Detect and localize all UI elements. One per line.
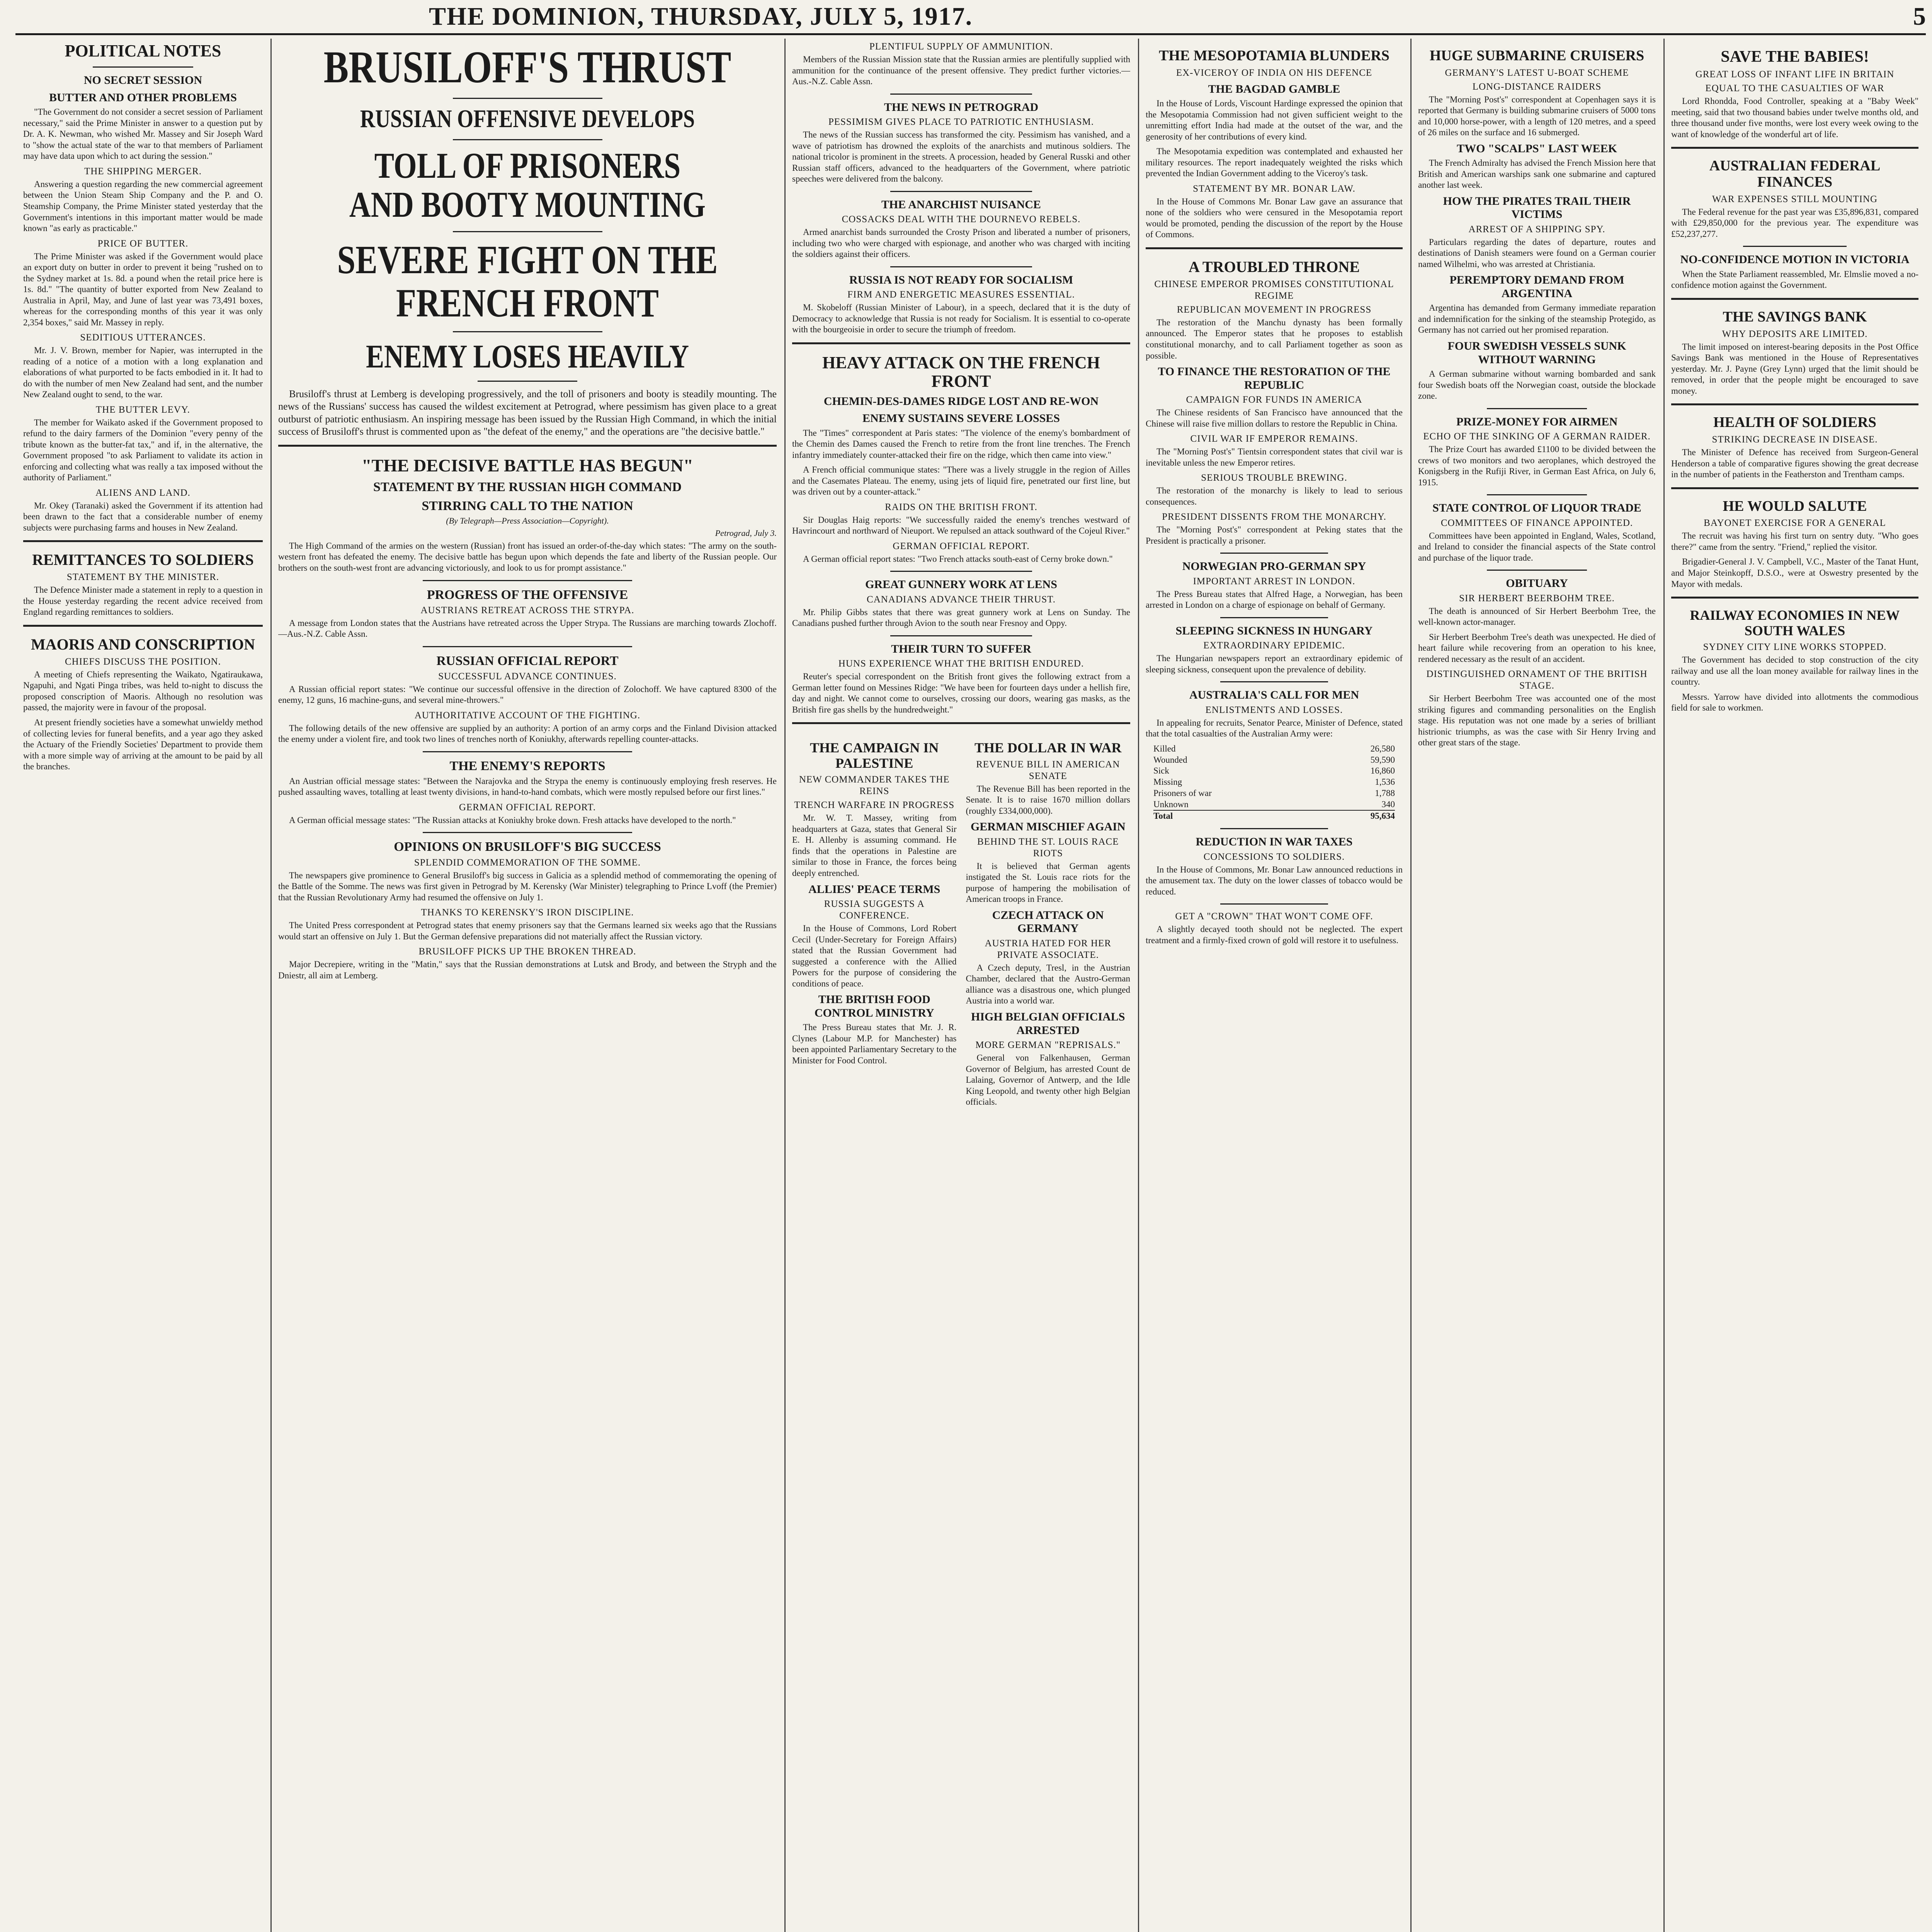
- sub-heading: ALIENS AND LAND.: [95, 487, 190, 498]
- section-heading: POLITICAL NOTES: [65, 41, 221, 60]
- sub-heading: NEW COMMANDER TAKES THE REINS: [799, 774, 950, 797]
- article-paragraph: The Federal revenue for the past year was £35,896,831, compared with £29,850,000 for the previous year. The expenditure was £52,237,277.: [1671, 207, 1918, 239]
- divider: [478, 381, 577, 382]
- article-paragraph: The Chinese residents of San Francisco have announced that the Chinese will raise five million dollars to restore the Republic in China.: [1146, 408, 1403, 429]
- article-paragraph: When the State Parliament reassembled, Mr. Elmslie moved a no-confidence motion against the Government.: [1671, 269, 1918, 290]
- headline: ENEMY LOSES HEAVILY: [366, 338, 689, 375]
- sub-heading: OPINIONS ON BRUSILOFF'S BIG SUCCESS: [394, 840, 661, 854]
- sub-heading: PROGRESS OF THE OFFENSIVE: [427, 587, 628, 602]
- headline: RAILWAY ECONOMIES IN NEW SOUTH WALES: [1690, 607, 1900, 638]
- divider: [890, 266, 1032, 267]
- divider: [423, 751, 632, 752]
- sub-heading: GERMAN OFFICIAL REPORT.: [459, 802, 596, 813]
- article-paragraph: The member for Waikato asked if the Government proposed to refund to the dairy farmers of the Dominion "every penny of the tribute known as the butter-fat tax," and if, in the alternative, the Government proposed "to ask Parliament to validate its action in enforcing and collecting what was really a tax imposed without the authority of Parliament.": [23, 417, 263, 483]
- sub-heading: ARREST OF A SHIPPING SPY.: [1468, 224, 1605, 235]
- article-paragraph: In the House of Commons, Mr. Bonar Law announced reductions in the amusement tax. The duty on the lower classes of tobacco would be reduced.: [1146, 864, 1403, 896]
- sub-heading: THE SHIPPING MERGER.: [84, 166, 202, 177]
- sub-heading: IMPORTANT ARREST IN LONDON.: [1193, 576, 1355, 587]
- sub-heading: GERMAN MISCHIEF AGAIN: [970, 820, 1126, 833]
- sub-heading: COSSACKS DEAL WITH THE DOURNEVO REBELS.: [842, 214, 1081, 225]
- column-save-babies: [1671, 39, 1918, 1932]
- article-paragraph: In the House of Commons, Lord Robert Cecil (Under-Secretary for Foreign Affairs) stated that the Russian Government had suggested a conference with the Allied Powers for the purpose of considering the conditions of peace.: [792, 923, 957, 988]
- divider: [1487, 494, 1587, 495]
- divider: [1671, 298, 1918, 300]
- divider: [792, 722, 1130, 724]
- sub-heading: RAIDS ON THE BRITISH FRONT.: [885, 502, 1037, 512]
- article-paragraph: In the House of Commons Mr. Bonar Law gave an assurance that none of the soldiers who were censured in the Mesopotamia report would be promoted, pending the discussion of the report by the House of Commons.: [1146, 196, 1403, 240]
- column-war-news: [792, 39, 1130, 1932]
- sub-heading: ALLIES' PEACE TERMS: [808, 883, 940, 896]
- article-paragraph: The "Morning Post's" Tientsin correspondent states that civil war is inevitable unless the new Emperor retires.: [1146, 447, 1403, 468]
- headline: A TROUBLED THRONE: [1188, 258, 1360, 276]
- divider: [1220, 553, 1328, 554]
- divider: [1220, 681, 1328, 682]
- article-paragraph: Mr. W. T. Massey, writing from headquarters at Gaza, states that General Sir E. H. Allenby is assuming command. He finds that the operations in Palestine are similar to those in France, the forces being deeply entrenched.: [792, 813, 957, 878]
- sub-heading: NO SECRET SESSION: [83, 74, 202, 87]
- sub-heading: COMMITTEES OF FINANCE APPOINTED.: [1440, 517, 1633, 528]
- article-paragraph: The Hungarian newspapers report an extraordinary epidemic of sleeping sickness, consequent upon the prevalence of debility.: [1146, 653, 1403, 674]
- article-paragraph: The Mesopotamia expedition was contemplated and exhausted her military resources. The report inadequately weighted the risks which prevented the Indian Government adding to the Viceroy's task.: [1146, 146, 1403, 179]
- article-paragraph: In appealing for recruits, Senator Pearce, Minister of Defence, stated that the total casualties of the Australian Army were:: [1146, 718, 1403, 739]
- article-paragraph: Sir Douglas Haig reports: "We successfully raided the enemy's trenches westward of Havrincourt and northward of Nieuport. We repulsed an attack southward of the Cojeul River.": [792, 515, 1130, 536]
- subcolumn-left: [792, 731, 957, 1111]
- article-paragraph: A Russian official report states: "We continue our successful offensive in the direction of Zolochoff. We have captured 8300 of the enemy, 12 guns, 16 machine-guns, and several mine-throwers.": [278, 684, 777, 705]
- sub-heading: THE BRITISH FOOD CONTROL MINISTRY: [814, 993, 934, 1019]
- sub-heading: REDUCTION IN WAR TAXES: [1196, 835, 1353, 848]
- sub-heading: AUSTRIANS RETREAT ACROSS THE STRYPA.: [420, 605, 634, 616]
- divider: [423, 646, 632, 647]
- sub-heading: FOUR SWEDISH VESSELS SUNK WITHOUT WARNING: [1447, 340, 1626, 366]
- sub-heading: SEDITIOUS UTTERANCES.: [80, 332, 206, 343]
- column-divider: [1410, 39, 1412, 1932]
- divider: [23, 625, 263, 627]
- column-mesopotamia: [1146, 39, 1403, 1932]
- divider: [890, 94, 1032, 95]
- article-paragraph: A German official report states: "Two French attacks south-east of Cerny broke down.": [803, 554, 1113, 564]
- column-divider: [784, 39, 786, 1932]
- sub-heading: HIGH BELGIAN OFFICIALS ARRESTED: [971, 1010, 1125, 1037]
- article-paragraph: The death is announced of Sir Herbert Beerbohm Tree, the well-known actor-manager.: [1418, 606, 1656, 627]
- sub-heading: SIR HERBERT BEERBOHM TREE.: [1459, 593, 1615, 604]
- article-paragraph: The United Press correspondent at Petrograd states that enemy prisoners say that the Germans learned six weeks ago that the Russians would start an offensive on July 1. But the German defensive preparations did not materially affect the Russian victory.: [278, 920, 777, 941]
- advertisement-text: A slightly decayed tooth should not be neglected. The expert treatment and a firmly-fixed crown of gold will restore it to usefulness.: [1146, 924, 1403, 945]
- sub-heading: CAMPAIGN FOR FUNDS IN AMERICA: [1186, 395, 1362, 405]
- article-paragraph: Particulars regarding the dates of departure, routes and destinations of Danish steamers were found on a German courier named Wilhelmi, who was arrested at Christiania.: [1418, 237, 1656, 269]
- divider: [890, 571, 1032, 572]
- sub-heading: GET A "CROWN" THAT WON'T COME OFF.: [1175, 911, 1373, 922]
- table-row: Wounded 59,590: [1153, 755, 1395, 765]
- divider: [1220, 617, 1328, 618]
- sub-heading: CONCESSIONS TO SOLDIERS.: [1203, 851, 1345, 862]
- divider: [423, 580, 632, 581]
- article-paragraph: Major Decrepiere, writing in the "Matin," says that the Russian demonstrations at Lutsk and Brody, and between the Stryph and the Dniestr, all aim at Lemberg.: [278, 959, 777, 980]
- table-row: Killed 26,580: [1153, 743, 1395, 753]
- article-paragraph: The "Times" correspondent at Paris states: "The violence of the enemy's bombardment of the Chemin des Dames caused the French to retire from the front line trenches. The French infantry immediately counter-attacked their fire on the ridge, which then came into view.": [792, 428, 1130, 460]
- article-paragraph: The French Admiralty has advised the French Mission here that British and American warships sank one submarine and captured another last week.: [1418, 158, 1656, 190]
- article-paragraph: A message from London states that the Austrians have retreated across the Upper Strypa. The Russians are marching towards Zlochoff.—Aus.-N.Z. Cable Assn.: [278, 618, 777, 639]
- table-row: Sick 16,860: [1153, 766, 1395, 776]
- sub-heading: TRENCH WARFARE IN PROGRESS: [794, 800, 955, 811]
- divider: [93, 66, 193, 68]
- article-paragraph: The "Morning Post's" correspondent at Copenhagen says it is reported that Germany is building submarine cruisers of 5000 tons and 10,000 horse-power, with a length of 120 metres, and a speed of 26 miles on the surface and 16 submerged.: [1418, 94, 1656, 138]
- divider: [1743, 246, 1847, 247]
- sub-heading: THEIR TURN TO SUFFER: [891, 642, 1031, 655]
- divider: [890, 191, 1032, 192]
- byline: (By Telegraph—Press Association—Copyright).: [446, 515, 609, 526]
- headline: THE DOLLAR IN WAR: [975, 740, 1122, 756]
- sub-heading: AUSTRALIA'S CALL FOR MEN: [1189, 689, 1359, 702]
- sub-heading: SUCCESSFUL ADVANCE CONTINUES.: [438, 671, 617, 682]
- sub-heading: RUSSIA SUGGESTS A CONFERENCE.: [824, 899, 925, 921]
- divider: [453, 231, 602, 232]
- headline: SAVE THE BABIES!: [1721, 48, 1869, 66]
- sub-heading: THANKS TO KERENSKY'S IRON DISCIPLINE.: [421, 907, 634, 918]
- article-paragraph: The recruit was having his first turn on sentry duty. "Who goes there?" came from the sentry. "Friend," replied the visitor.: [1671, 531, 1918, 552]
- sub-heading: CHEMIN-DES-DAMES RIDGE LOST AND RE-WON: [823, 395, 1099, 408]
- sub-heading: SYDNEY CITY LINE WORKS STOPPED.: [1703, 642, 1887, 653]
- article-paragraph: Reuter's special correspondent on the British front gives the following extract from a German letter found on Messines Ridge: "We have been for fourteen days under a hellish fire, day and night. We cannot come to ourselves, crossing our doors, wearing gas masks, as the British fire gas shells by the hundredweight.": [792, 672, 1130, 714]
- sub-heading: TWO "SCALPS" LAST WEEK: [1457, 142, 1617, 155]
- article-paragraph: Lord Rhondda, Food Controller, speaking at a "Baby Week" meeting, said that two thousand babies under twelve months old, and three thousand under five months, were lost every week owing to the want of knowledge of the wonderful art of life.: [1671, 96, 1918, 139]
- sub-heading: NO-CONFIDENCE MOTION IN VICTORIA: [1680, 253, 1910, 266]
- divider: [1671, 403, 1918, 405]
- divider: [453, 98, 602, 99]
- sub-heading: WHY DEPOSITS ARE LIMITED.: [1722, 328, 1868, 339]
- sub-heading: NORWEGIAN PRO-GERMAN SPY: [1182, 560, 1366, 573]
- sub-heading: PESSIMISM GIVES PLACE TO PATRIOTIC ENTHUSIASM.: [828, 117, 1094, 128]
- sub-heading: PLENTIFUL SUPPLY OF AMMUNITION.: [869, 41, 1053, 52]
- sub-heading: GERMAN OFFICIAL REPORT.: [893, 541, 1030, 551]
- table-row: Prisoners of war 1,788: [1153, 788, 1395, 798]
- headline: REMITTANCES TO SOLDIERS: [32, 551, 254, 569]
- masthead: [15, 0, 1926, 31]
- article-paragraph: Armed anarchist bands surrounded the Crosty Prison and liberated a number of prisoners, including two who were charged with espionage, and another who was charged with inciting the soldiers against their officers.: [792, 227, 1130, 259]
- article-paragraph: The Defence Minister made a statement in reply to a question in the House yesterday regarding the recent advice received from England regarding remittances to soldiers.: [23, 585, 263, 617]
- sub-heading: RUSSIA IS NOT READY FOR SOCIALISM: [849, 273, 1073, 286]
- article-paragraph: A German official message states: "The Russian attacks at Koniukhy broke down. Fresh attacks have developed to the north.": [289, 815, 736, 825]
- sub-heading: ECHO OF THE SINKING OF A GERMAN RAIDER.: [1423, 431, 1651, 442]
- article-paragraph: Mr. J. V. Brown, member for Napier, was interrupted in the reading of a notice of a motion with a long explanation and elaborations of what purported to be facts embodied in it. It had to do with the number of men New Zealand had sent, and the number New Zealand ought to send, to the war.: [23, 345, 263, 400]
- divider: [1220, 903, 1328, 905]
- sub-heading: HOW THE PIRATES TRAIL THEIR VICTIMS: [1443, 194, 1631, 221]
- divider: [1671, 597, 1918, 599]
- sub-heading: SPLENDID COMMEMORATION OF THE SOMME.: [414, 857, 641, 868]
- subcolumn-right: [966, 731, 1131, 1111]
- table-row: Total 95,634: [1153, 810, 1395, 822]
- masthead-rule: [15, 33, 1926, 35]
- sub-heading: EX-VICEROY OF INDIA ON HIS DEFENCE: [1176, 67, 1372, 78]
- sub-heading: TO FINANCE THE RESTORATION OF THE REPUBLIC: [1158, 365, 1391, 391]
- sub-heading: STRIKING DECREASE IN DISEASE.: [1712, 434, 1878, 445]
- sub-heading: EQUAL TO THE CASUALTIES OF WAR: [1705, 83, 1884, 94]
- article-paragraph: The Government has decided to stop construction of the city railway and use all the loan money available for railway lines in the country.: [1671, 655, 1918, 687]
- sub-heading: PRESIDENT DISSENTS FROM THE MONARCHY.: [1162, 512, 1386, 522]
- sub-heading: THE BUTTER LEVY.: [96, 404, 190, 415]
- sub-heading: AUTHORITATIVE ACCOUNT OF THE FIGHTING.: [414, 710, 641, 721]
- sub-heading: BEHIND THE ST. LOUIS RACE RIOTS: [977, 836, 1119, 859]
- casualty-table: [1153, 743, 1395, 822]
- divider: [23, 540, 263, 542]
- newspaper-title: THE DOMINION, THURSDAY, JULY 5, 1917.: [429, 2, 973, 31]
- main-headline: BRUSILOFF'S THRUST: [323, 42, 731, 92]
- page-number: 5: [1913, 2, 1926, 31]
- article-paragraph: It is believed that German agents instigated the St. Louis race riots for the purpose of hampering the mobilisation of American troops in France.: [966, 861, 1130, 904]
- dateline: Petrograd, July 3.: [715, 528, 777, 538]
- column-divider: [1138, 39, 1139, 1932]
- article-paragraph: The Prime Minister was asked if the Government would place an export duty on butter in order to prevent it being "rushed on to the Sydney market at 1s. 8d. a pound when the retail price here is 1s. 8d." "The quantity of butter exported from New Zealand to Australia in April, May, and June of last year was 73,491 boxes, whereas for the corresponding months of this year it was only 2,354 boxes," said Mr. Massey in reply.: [23, 251, 263, 327]
- sub-heading: FIRM AND ENERGETIC MEASURES ESSENTIAL.: [847, 289, 1075, 300]
- divider: [1220, 828, 1328, 829]
- sub-heading: OBITUARY: [1506, 577, 1568, 590]
- article-paragraph: Brigadier-General J. V. Campbell, V.C., Master of the Tanat Hunt, and Major Steinkopff, D.S.O., were at Oswestry presented by the Mayor with medals.: [1671, 557, 1918, 589]
- divider: [1671, 487, 1918, 489]
- headline: THE MESOPOTAMIA BLUNDERS: [1159, 48, 1389, 64]
- sub-heading: RUSSIAN OFFICIAL REPORT: [436, 653, 619, 668]
- article-paragraph: Committees have been appointed in England, Wales, Scotland, and Ireland to consider the financial aspects of the State control and purchase of the liquor trade.: [1418, 531, 1656, 563]
- sub-heading: EXTRAORDINARY EPIDEMIC.: [1203, 640, 1345, 651]
- sub-heading: DISTINGUISHED ORNAMENT OF THE BRITISH STAGE.: [1426, 669, 1648, 691]
- sub-heading: CHINESE EMPEROR PROMISES CONSTITUTIONAL REGIME: [1154, 279, 1394, 301]
- sub-heading: PEREMPTORY DEMAND FROM ARGENTINA: [1449, 274, 1624, 300]
- sub-heading: PRIZE-MONEY FOR AIRMEN: [1456, 415, 1618, 428]
- article-paragraph: The "Morning Post's" correspondent at Peking states that the President is practically a prisoner.: [1146, 525, 1403, 546]
- divider: [453, 331, 602, 332]
- column-political-notes: [23, 39, 263, 1932]
- sub-heading: AUSTRIA HATED FOR HER PRIVATE ASSOCIATE.: [985, 938, 1111, 960]
- article-paragraph: A French official communique states: "There was a lively struggle in the region of Ailles and the Casemates Plateau. The enemy, using jets of liquid fire, penetrated our first line, but was driven out by a counter-attack.": [792, 465, 1130, 497]
- article-paragraph: General von Falkenhausen, German Governor of Belgium, has arrested Count de Lalaing, Governor of Antwerp, and the Idle King Leopold, and twenty other high Belgian officials.: [966, 1053, 1130, 1107]
- article-paragraph: The limit imposed on interest-bearing deposits in the Post Office Savings Bank was mentioned in the House of Representatives yesterday. Mr. J. Payne (Grey Lynn) urged that the limit should be removed, in order that the people might be encouraged to save money.: [1671, 342, 1918, 396]
- headline: MAORIS AND CONSCRIPTION: [31, 635, 255, 653]
- table-row: Unknown 340: [1153, 799, 1395, 809]
- article-paragraph: An Austrian official message states: "Between the Narajovka and the Strypa the enemy is continuously employing fresh reserves. He pushed assaulting waves, totalling at least twenty divisions, in hand-to-hand combats, which were mostly repulsed before our first lines.": [278, 776, 777, 797]
- sub-heading: THE ENEMY'S REPORTS: [449, 759, 605, 773]
- article-paragraph: Members of the Russian Mission state that the Russian armies are plentifully supplied with ammunition for the continuance of the present offensive. They predict further victories.—Aus.-N.Z. Cable Assn.: [792, 54, 1130, 87]
- sub-heading: THE NEWS IN PETROGRAD: [884, 100, 1039, 114]
- headline: HEAVY ATTACK ON THE FRENCH FRONT: [822, 353, 1100, 391]
- sub-heading: STATE CONTROL OF LIQUOR TRADE: [1432, 502, 1641, 515]
- headline: HUGE SUBMARINE CRUISERS: [1429, 48, 1645, 64]
- article-paragraph: The newspapers give prominence to General Brusiloff's big success in Galicia as a splendid method of commemorating the opening of the Battle of the Somme. The news was first given in Petrograd by M. Kerensky (War Minister) telegraphing to Prince Lvoff (the Premier) that the Russian Revolutionary Army had resumed the offensive on July 1.: [278, 870, 777, 902]
- article-paragraph: In the House of Lords, Viscount Hardinge expressed the opinion that the Mesopotamia Commission had not given sufficient weight to the unremitting effort India had made at the outset of the war, and the generosity of her contributions of every kind.: [1146, 99, 1403, 141]
- sub-heading: THE ANARCHIST NUISANCE: [881, 198, 1041, 211]
- sub-heading: WAR EXPENSES STILL MOUNTING: [1712, 194, 1878, 204]
- column-divider: [1663, 39, 1665, 1932]
- sub-heading: STATEMENT BY THE RUSSIAN HIGH COMMAND: [373, 480, 682, 494]
- lower-split: [792, 731, 1130, 1111]
- article-paragraph: Argentina has demanded from Germany immediate reparation and indemnification for the sinking of the steamship Protegido, as Germany has not carried out her promised reparation.: [1418, 303, 1656, 335]
- article-paragraph: M. Skobeloff (Russian Minister of Labour), in a speech, declared that it is the duty of Democracy to acknowledge that Russia is not ready for Socialism. It is essential to co-operate with the bourgeoisie in order to secure the triumph of freedom.: [792, 303, 1130, 335]
- divider: [1146, 247, 1403, 249]
- sub-heading: BUTTER AND OTHER PROBLEMS: [49, 91, 237, 104]
- sub-heading: STATEMENT BY THE MINISTER.: [66, 572, 219, 583]
- article-paragraph: Mr. Philip Gibbs states that there was great gunnery work at Lens on Sunday. The Canadians pushed further through Avion to the south near Fresnoy and Oppy.: [792, 607, 1130, 628]
- divider: [1671, 147, 1918, 149]
- column-lead-story: [278, 39, 777, 1932]
- sub-heading: SERIOUS TROUBLE BREWING.: [1201, 473, 1347, 483]
- article-paragraph: Sir Herbert Beerbohm Tree was accounted one of the most striking figures and commanding personalities on the English stage. His reputation was not one made by a series of brilliant histrionic triumphs, as was the case with Sir Henry Irving and other great stars of the stage.: [1418, 694, 1656, 748]
- article-paragraph: Mr. Okey (Taranaki) asked the Government if its attention had been drawn to the fact that a considerable number of enemy subjects were purchasing farms and houses in New Zealand.: [23, 500, 263, 532]
- article-paragraph: The Press Bureau states that Mr. J. R. Clynes (Labour M.P. for Manchester) has been appointed Parliamentary Secretary to the Minister for Food Control.: [792, 1022, 957, 1065]
- article-paragraph: The Press Bureau states that Alfred Hage, a Norwegian, has been arrested in London on a charge of espionage on behalf of Germany.: [1146, 589, 1403, 610]
- article-paragraph: Sir Herbert Beerbohm Tree's death was unexpected. He died of heart failure while recovering from an operation to his knee, rendered necessary as the result of an accident.: [1418, 632, 1656, 664]
- sub-heading: PRICE OF BUTTER.: [97, 238, 189, 249]
- article-paragraph: At present friendly societies have a somewhat unwieldy method of collecting levies for funeral benefits, and a year ago they asked the Actuary of the Friendly Societies' Department to provide them with a more simple way of arriving at the amount to be paid by all the branches.: [23, 717, 263, 772]
- article-paragraph: The restoration of the Manchu dynasty has been formally announced. The Emperor states that he proposes to establish constitutional monarchy, and to call Parliament together as soon as possible.: [1146, 317, 1403, 361]
- sub-heading: CZECH ATTACK ON GERMANY: [992, 908, 1104, 935]
- article-paragraph: "The Government do not consider a secret session of Parliament necessary," said the Prime Minister in answer to a question put by Dr. A. K. Newman, who wished Mr. Massey and Sir Joseph Ward to "show the actual state of the war to that members of Parliament may have data upon which to act during the session.": [23, 107, 263, 161]
- headline: HE WOULD SALUTE: [1723, 498, 1867, 514]
- sub-heading: STATEMENT BY MR. BONAR LAW.: [1193, 183, 1355, 194]
- article-paragraph: Answering a question regarding the new commercial agreement between the Union Steam Ship Company and the P. and O. Steamship Company, the Prime Minister stated yesterday that the Government's intentions in this important matter would be made known "as early as practicable.": [23, 179, 263, 233]
- sub-heading: THE BAGDAD GAMBLE: [1208, 82, 1340, 95]
- article-paragraph: A meeting of Chiefs representing the Waikato, Ngatiraukawa, Ngapuhi, and Ngati Pinga tribes, was held to-night to discuss the proposed conscription of Maoris. Although no resolution was passed, the majority were in favour of the proposal.: [23, 669, 263, 713]
- sub-heading: BAYONET EXERCISE FOR A GENERAL: [1704, 518, 1886, 529]
- divider: [453, 139, 602, 140]
- sub-heading: REVENUE BILL IN AMERICAN SENATE: [976, 759, 1120, 781]
- headline: TOLL OF PRISONERS AND BOOTY MOUNTING: [349, 145, 706, 225]
- headline: HEALTH OF SOLDIERS: [1713, 414, 1876, 431]
- sub-heading: REPUBLICAN MOVEMENT IN PROGRESS: [1177, 304, 1372, 315]
- sub-heading: STIRRING CALL TO THE NATION: [422, 498, 633, 513]
- divider: [423, 832, 632, 833]
- sub-heading: GERMANY'S LATEST U-BOAT SCHEME: [1445, 67, 1629, 78]
- divider: [278, 445, 777, 447]
- article-paragraph: A German submarine without warning bombarded and sank four Swedish boats off the Norwegian coast, outside the blockade zone.: [1418, 369, 1656, 401]
- headline: RUSSIAN OFFENSIVE DEVELOPS: [360, 105, 695, 133]
- sub-heading: CHIEFS DISCUSS THE POSITION.: [65, 656, 221, 667]
- sub-heading: SLEEPING SICKNESS IN HUNGARY: [1175, 624, 1373, 637]
- divider: [890, 635, 1032, 636]
- divider: [1487, 570, 1587, 571]
- table-row: Missing 1,536: [1153, 777, 1395, 787]
- headline: THE SAVINGS BANK: [1723, 308, 1867, 325]
- article-paragraph: The Minister of Defence has received from Surgeon-General Henderson a table of comparative figures showing the great decrease in the number of patients in the Featherston and Trentham camps.: [1671, 447, 1918, 480]
- article-paragraph: The news of the Russian success has transformed the city. Pessimism has vanished, and a wave of patriotism has drowned the exploits of the anarchists and mutinous soldiers. The national tricolor is prominent in the streets. A procession, headed by General Russki and other Russian staff officers, advanced to the headquarters of the Government, where patriotic speeches were delivered from the balcony.: [792, 130, 1130, 184]
- sub-heading: ENEMY SUSTAINS SEVERE LOSSES: [862, 412, 1060, 425]
- article-paragraph: A Czech deputy, Tresl, in the Austrian Chamber, declared that the Austro-German alliance was a disastrous one, which plunged Austria into a world war.: [966, 963, 1130, 1006]
- article-paragraph: The restoration of the monarchy is likely to lead to serious consequences.: [1146, 486, 1403, 507]
- sub-heading: CANADIANS ADVANCE THEIR THRUST.: [867, 594, 1056, 605]
- sub-heading: LONG-DISTANCE RAIDERS: [1472, 81, 1602, 92]
- article-paragraph: Brusiloff's thrust at Lemberg is developing progressively, and the toll of prisoners and booty is steadily mounting. The news of the Russians' success has caused the wildest excitement at Petrograd, where pessimism has given place to a great outburst of patriotic enthusiasm. An inspiring message has been issued by the Russian High Command, in which the initial success of Brusiloff's thrust is commented upon as "the defeat of the enemy," and the operations are "the decisive battle.": [278, 388, 777, 437]
- column-divider: [270, 39, 272, 1932]
- sub-heading: HUNS EXPERIENCE WHAT THE BRITISH ENDURED.: [838, 658, 1084, 669]
- sub-heading: CIVIL WAR IF EMPEROR REMAINS.: [1190, 434, 1358, 444]
- headline: THE CAMPAIGN IN PALESTINE: [810, 740, 939, 771]
- sub-heading: MORE GERMAN "REPRISALS.": [975, 1040, 1121, 1050]
- headline: SEVERE FIGHT ON THE FRENCH FRONT: [337, 237, 718, 326]
- headline: AUSTRALIAN FEDERAL FINANCES: [1709, 158, 1881, 190]
- article-paragraph: The Prize Court has awarded £1100 to be divided between the crews of two monitors and two aeroplanes, which destroyed the Konigsberg in the Rufiji River, in German East Africa, on July 6, 1915.: [1418, 444, 1656, 487]
- article-paragraph: The following details of the new offensive are supplied by an authority: A portion of an army corps and the Finland Division attacked the enemy under a violent fire, and took two lines of trenches north of Koniukhy, afterwards repelling counter-attacks.: [278, 723, 777, 744]
- sub-heading: GREAT GUNNERY WORK AT LENS: [865, 578, 1057, 591]
- sub-heading: ENLISTMENTS AND LOSSES.: [1205, 704, 1343, 715]
- sub-heading: GREAT LOSS OF INFANT LIFE IN BRITAIN: [1695, 69, 1895, 80]
- divider: [1487, 408, 1587, 409]
- divider: [792, 342, 1130, 344]
- article-paragraph: The High Command of the armies on the western (Russian) front has issued an order-of-the-day which states: "The army on the south-western front has defeated the enemy. The decisive battle has begun upon which depends the fate and liberty of the Russian people. Our brothers on the south-west front are advancing victoriously, and look to us for prompt assistance.": [278, 541, 777, 573]
- column-submarines: [1418, 39, 1656, 1932]
- sub-heading: BRUSILOFF PICKS UP THE BROKEN THREAD.: [418, 946, 636, 957]
- article-paragraph: Messrs. Yarrow have divided into allotments the commodious field for sale to workmen.: [1671, 692, 1918, 713]
- article-paragraph: The Revenue Bill has been reported in the Senate. It is to raise 1670 million dollars (roughly £334,000,000).: [966, 784, 1130, 816]
- headline: "THE DECISIVE BATTLE HAS BEGUN": [361, 456, 693, 476]
